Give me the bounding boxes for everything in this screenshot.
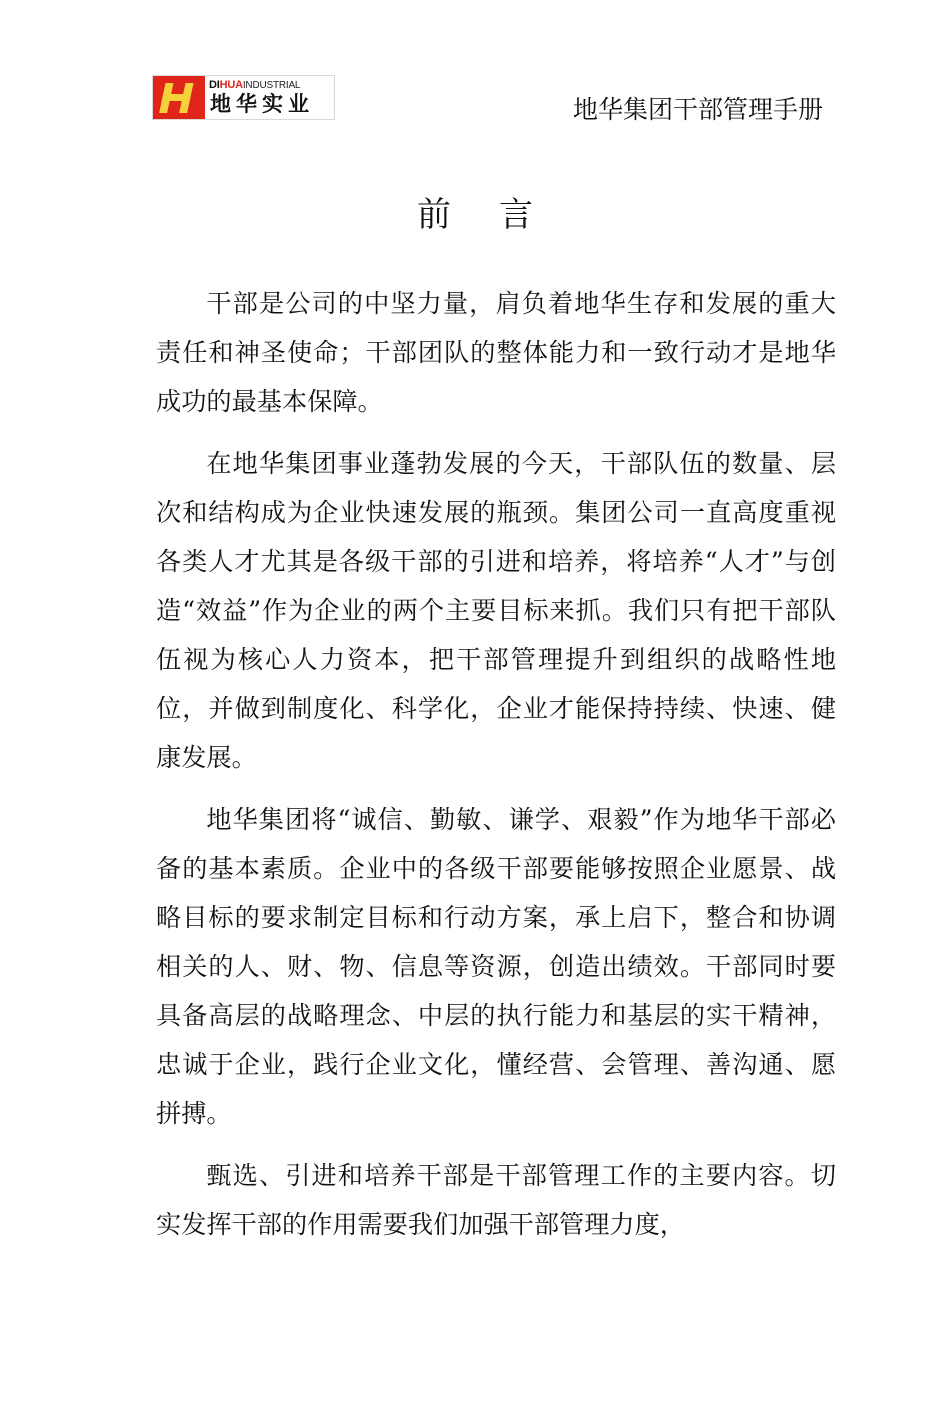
logo-chinese-text: 地华实业 [210, 92, 314, 116]
body-content [156, 279, 836, 1262]
page-title: 前言 [417, 195, 581, 235]
company-logo [152, 75, 335, 120]
paragraph-3: 地华集团将“诚信、勤敏、谦学、艰毅”作为地华干部必备的基本素质。企业中的各级干部要能够按照企业愿景、战略目标的要求制定目标和行动方案，承上启下，整合和协调相关的人、财、物、信息等资源，创造出绩效。干部同时要具备高层的战略理念、中层的执行能力和基层的实干精神，忠诚于企业，践行企业文化，懂经营、会管理、善沟通、愿拼搏。 [156, 805, 836, 1128]
paragraph-1: 干部是公司的中坚力量，肩负着地华生存和发展的重大责任和神圣使命；干部团队的整体能力和一致行动才是地华成功的最基本保障。 [156, 289, 836, 416]
paragraph-2: 在地华集团事业蓬勃发展的今天，干部队伍的数量、层次和结构成为企业快速发展的瓶颈。集团公司一直高度重视各类人才尤其是各级干部的引进和培养，将培养“人才”与创造“效益”作为企业的两个主要目标来抓。我们只有把干部队伍视为核心人力资本，把干部管理提升到组织的战略性地位，并做到制度化、科学化，企业才能保持持续、快速、健康发展。 [156, 449, 836, 772]
header-title: 地华集团干部管理手册 [572, 95, 823, 124]
logo-mark-icon [153, 76, 205, 119]
logo-english-text: DIHUAINDUSTRIAL [209, 79, 301, 91]
paragraph-4: 甄选、引进和培养干部是干部管理工作的主要内容。切实发挥干部的作用需要我们加强干部管理力度， [156, 1161, 836, 1239]
